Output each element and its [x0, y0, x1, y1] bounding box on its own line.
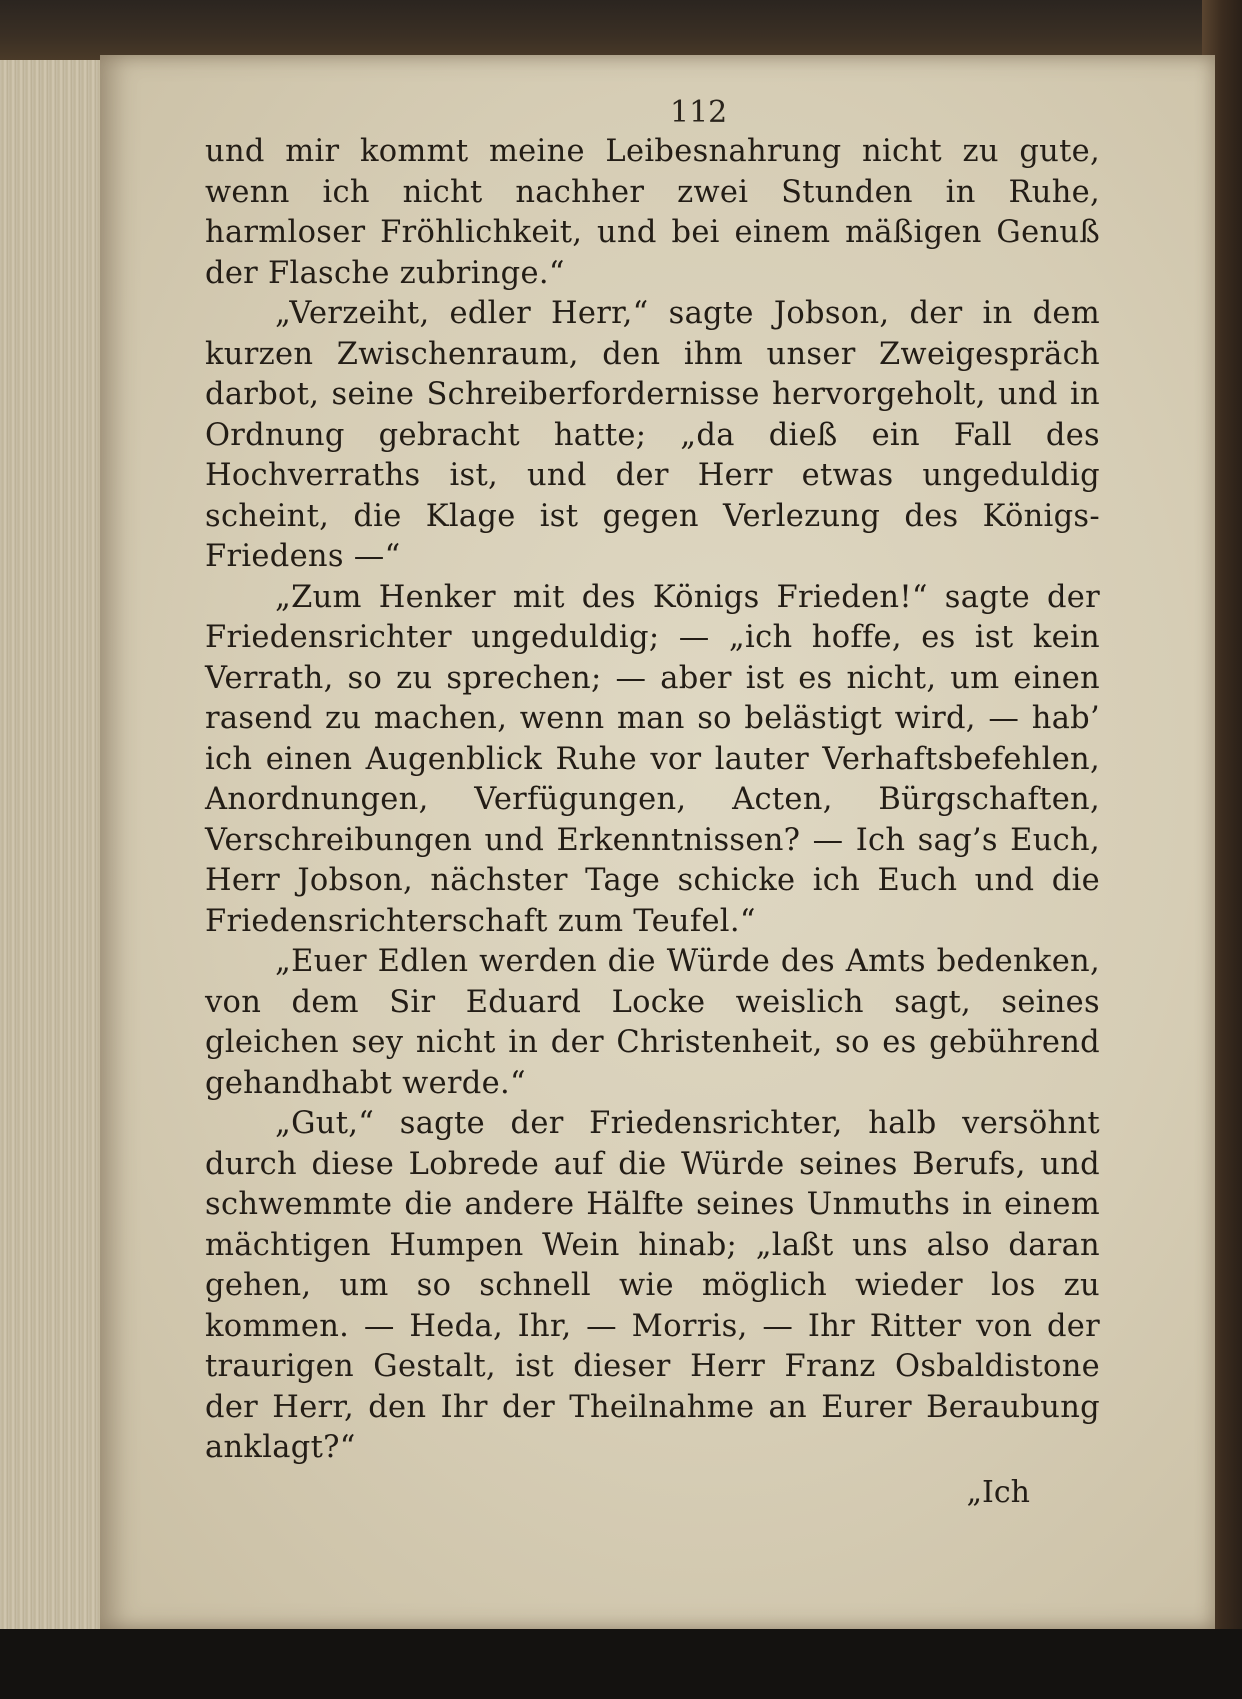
- page-text: [205, 132, 1100, 1469]
- book-cover-top: [0, 0, 1242, 60]
- paragraph: „Zum Henker mit des Königs Frieden!“ sagte der Friedensrichter ungeduldig; — „ich hoffe, es ist kein Verrath, so zu sprechen; — aber ist es nicht, um einen rasend zu machen, wenn man so belästigt wird, — hab’ ich einen Augenblick Ruhe vor lauter Verhaftsbefehlen, Anordnungen, Verfügungen, Acten, Bürgschaften, Verschreibungen und Erkenntnissen? — Ich sag’s Euch, Herr Jobson, nächster Tage schicke ich Euch und die Friedensrichterschaft zum Teufel.“: [205, 579, 1100, 939]
- page-edges: [0, 60, 110, 1640]
- book-page: [100, 55, 1215, 1630]
- paragraph: „Gut,“ sagte der Friedensrichter, halb versöhnt durch diese Lobrede auf die Würde seines Berufs, und schwemmte die andere Hälfte seines Unmuths in einem mächtigen Humpen Wein hinab; „laßt uns also daran gehen, um so schnell wie möglich wieder los zu kommen. — Heda, Ihr, — Morris, — Ihr Ritter von der traurigen Gestalt, ist dieser Herr Franz Osbaldistone der Herr, den Ihr der Theilnahme an Eurer Beraubung anklagt?“: [205, 1106, 1100, 1465]
- page-number: 112: [670, 95, 728, 130]
- book-bottom-shadow: [0, 1629, 1242, 1699]
- paragraph: „Verzeiht, edler Herr,“ sagte Jobson, der in dem kurzen Zwischenraum, den ihm unser Zweigespräch darbot, seine Schreiberfordernisse hervorgeholt, und in Ordnung gebracht hatte; „da dieß ein Fall des Hochverraths ist, und der Herr etwas ungeduldig scheint, die Klage ist gegen Verlezung des Königs-Friedens —“: [205, 296, 1100, 574]
- catchword: „Ich: [966, 1475, 1030, 1510]
- paragraph: und mir kommt meine Leibesnahrung nicht zu gute, wenn ich nicht nachher zwei Stunden in Ruhe, harmloser Fröhlichkeit, und bei einem mäßigen Genuß der Flasche zubringe.“: [205, 134, 1100, 291]
- paragraph: „Euer Edlen werden die Würde des Amts bedenken, von dem Sir Eduard Locke weislich sagt, seines gleichen sey nicht in der Christenheit, so es gebührend gehandhabt werde.“: [205, 944, 1100, 1101]
